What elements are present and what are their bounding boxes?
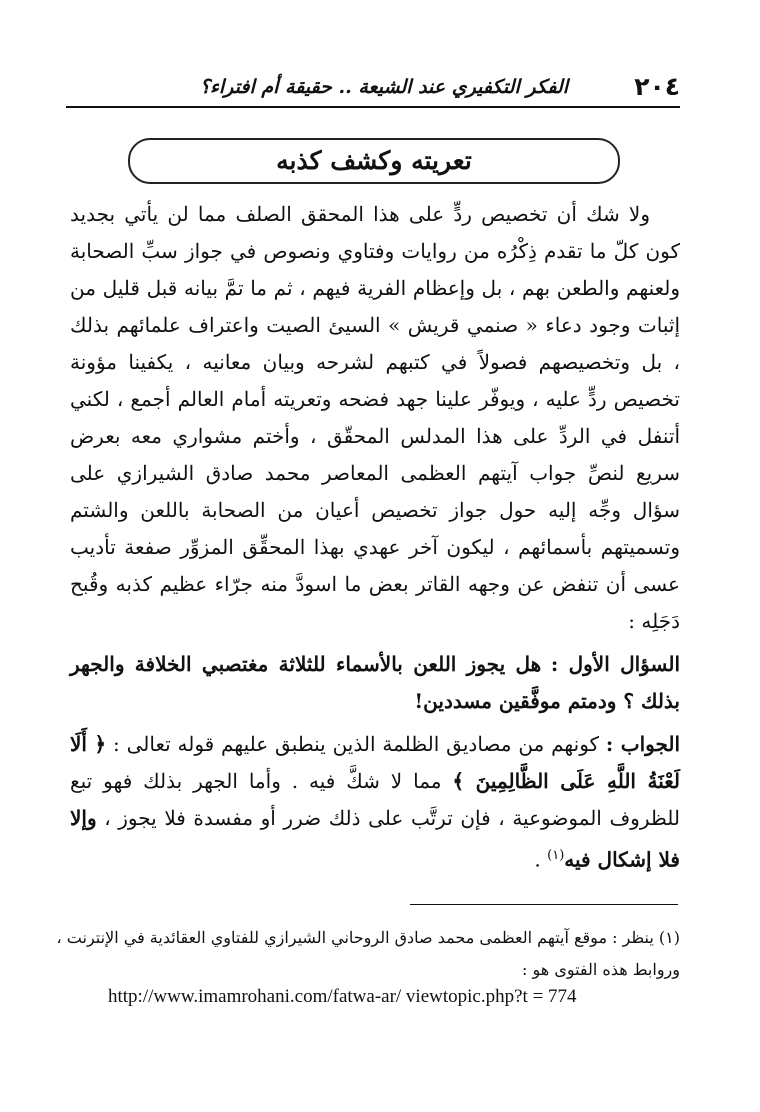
answer-label: الجواب : [605,732,681,756]
running-title: الفكر التكفيري عند الشيعة .. حقيقة أم افتراء؟ [199,76,568,98]
footnote [46,922,680,986]
footnote-url[interactable]: http://www.imamrohani.com/fatwa-ar/ viewtopic.php?t = 774 [108,986,577,1007]
question-label: السؤال الأول : [550,652,681,676]
answer-text-1: كونهم من مصاديق الظلمة الذين ينطبق عليهم قوله تعالى : [113,732,600,756]
body-text [70,196,680,879]
question [70,646,680,720]
footnote-divider [410,904,678,905]
answer [70,726,680,879]
quran-verse: ﴿ أَلَا لَعْنَةُ اللَّهِ عَلَى الظَّالِمِينَ ﴾ [70,732,681,793]
answer-closing: وإلا فلا إشكال فيه [70,806,680,872]
footnote-marker: (١) [658,928,680,947]
answer-text-2: مما لا شكَّ فيه . وأما الجهر بذلك فهو تبع للظروف الموضوعية ، فإن ترتَّب على ذلك ضرر أو مفسدة فلا يجوز ، [70,769,680,830]
footnote-text: ينظر : موقع آيتهم العظمى محمد صادق الروحاني الشيرازي للفتاوي العقائدية في الإنترنت ، وروابط هذه الفتوى هو : [56,928,680,979]
page-number: ٢٠٤ [634,72,680,101]
footnote-reference[interactable]: (١) [547,848,565,863]
answer-end: . [534,847,541,872]
running-header [66,72,680,108]
paragraph: ولا شك أن تخصيص ردٍّ على هذا المحقق الصلف مما لن يأتي بجديد كون كلّ ما تقدم ذِكْرُه من روايات وفتاوي ونصوص في جواز سبِّ الصحابة ولعنهم والطعن بهم ، بل وإعظام الفرية فيهم ، ثم ما تمَّ بيانه قبل قليل من إثبات وجود دعاء « صنمي قريش » السيئ الصيت واعتراف علمائهم بذلك ، بل وتخصيصهم فصولاً في كتبهم لشرحه وبيان معانيه ، يكفينا مؤونة تخصيص ردٍّ عليه ، ويوفّر علينا جهد فضحه وتعريته أمام العالم أجمع ، لكني أتنفل في الردِّ على هذا المدلس المحقّق ، وأختم مشواري معه بعرض سريع لنصِّ جواب آيتهم العظمى المعاصر محمد صادق الشيرازي على سؤال وجِّه إليه حول جواز تخصيص أعيان من الصحابة باللعن والشتم وتسميتهم بأسمائهم ، ليكون آخر عهدي بهذا المحقِّق المزوِّر صفعة تأديب عسى أن تنفض عن وجهه القاتر بعض ما اسودَّ منه جرّاء عظيم كذبه وقُبح دَجَلِه : [70,202,680,633]
section-title: تعريته وكشف كذبه [276,146,472,175]
question-text: هل يجوز اللعن بالأسماء للثلاثة مغتصبي الخلافة والجهر بذلك ؟ ودمتم موفَّقين مسددين! [70,652,680,713]
section-title-box [128,138,620,184]
